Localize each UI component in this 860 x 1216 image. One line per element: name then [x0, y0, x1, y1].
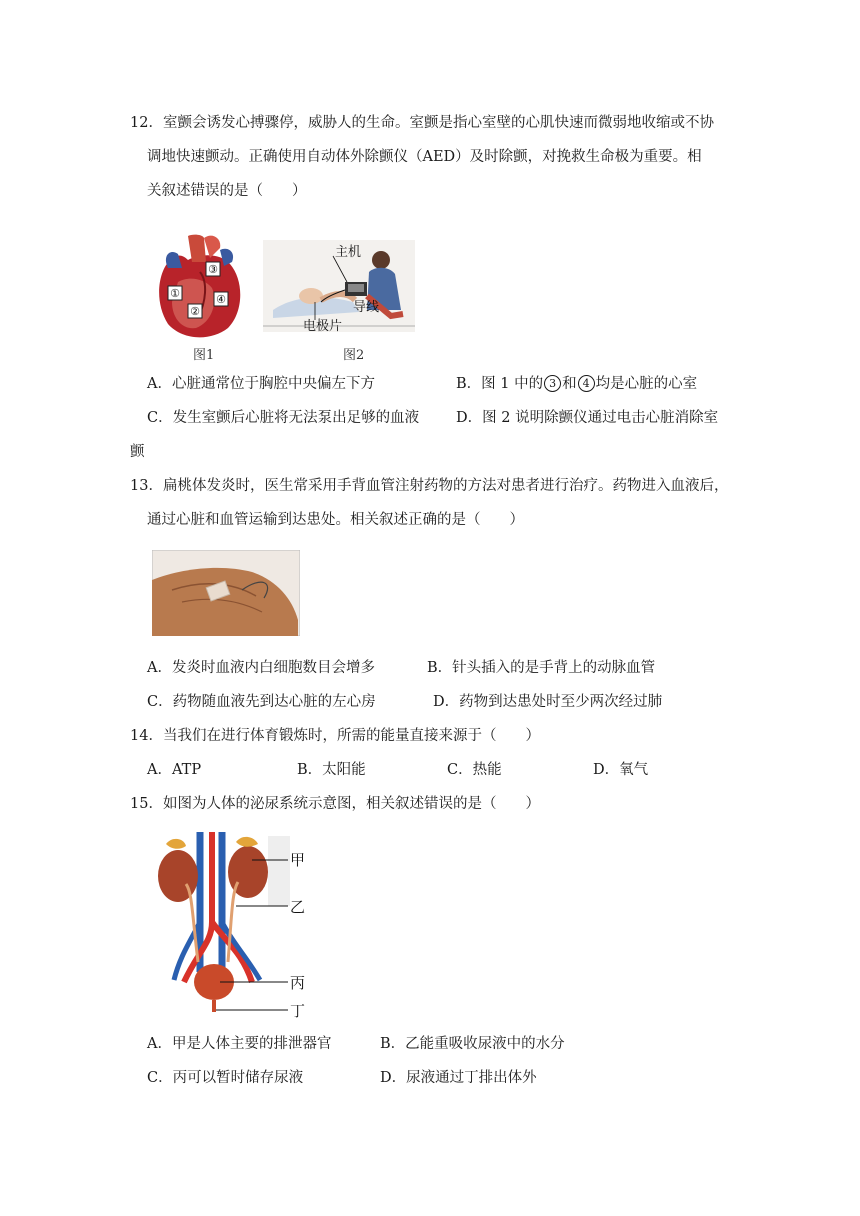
q13-option-c[interactable]: C．药物随血液先到达心脏的左心房 — [147, 694, 376, 710]
urinary-system-diagram — [150, 832, 320, 1018]
q14-option-b[interactable]: B．太阳能 — [297, 762, 366, 778]
aed-label-wire: 导线 — [353, 300, 380, 315]
q12-option-b[interactable] — [456, 374, 697, 394]
q14-stem: 14．当我们在进行体育锻炼时，所需的能量直接来源于（ ） — [130, 728, 540, 744]
urinary-label-ding: 丁 — [290, 1002, 306, 1018]
aed-diagram — [263, 240, 415, 332]
q13-option-b[interactable]: B．针头插入的是手背上的动脉血管 — [427, 660, 656, 676]
q15-option-a[interactable]: A．甲是人体主要的排泄器官 — [147, 1036, 332, 1052]
q14-option-a[interactable]: A．ATP — [147, 762, 202, 778]
heart-label-2: ② — [190, 305, 200, 318]
q14-option-d[interactable]: D．氧气 — [593, 762, 649, 778]
q13-option-a[interactable]: A．发炎时血液内白细胞数目会增多 — [147, 660, 375, 676]
q15-option-d[interactable]: D．尿液通过丁排出体外 — [380, 1070, 537, 1086]
q12-option-b-and: 和 — [562, 376, 577, 392]
q12-option-d[interactable]: D．图 2 说明除颤仪通过电击心脏消除室 — [456, 410, 719, 426]
q14-option-c[interactable]: C．热能 — [447, 762, 502, 778]
q15-option-c[interactable]: C．丙可以暂时储存尿液 — [147, 1070, 304, 1086]
q12-option-c[interactable]: C．发生室颤后心脏将无法泵出足够的血液 — [147, 410, 420, 426]
q12-option-b-prefix: B．图 1 中的 — [456, 376, 544, 392]
q12-option-b-suffix: 均是心脏的心室 — [595, 376, 698, 392]
q13-stem-line-1: 13．扁桃体发炎时，医生常采用手背血管注射药物的方法对患者进行治疗。药物进入血液后， — [130, 478, 729, 494]
aed-label-electrode: 电极片 — [303, 319, 343, 332]
heart-label-3: ③ — [208, 263, 218, 276]
q12-stem-line-2: 调地快速颤动。正确使用自动体外除颤仪（AED）及时除颤，对挽救生命极为重要。相 — [147, 149, 702, 165]
q13-option-d[interactable]: D．药物到达患处时至少两次经过肺 — [433, 694, 663, 710]
q13-stem-line-2: 通过心脏和血管运输到达患处。相关叙述正确的是（ ） — [147, 512, 524, 528]
q15-stem: 15．如图为人体的泌尿系统示意图，相关叙述错误的是（ ） — [130, 796, 540, 812]
aed-label-host: 主机 — [335, 245, 362, 260]
q15-option-b[interactable]: B．乙能重吸收尿液中的水分 — [380, 1036, 565, 1052]
circled-number-3: 3 — [544, 375, 561, 392]
figure-1-caption: 图1 — [193, 348, 215, 363]
urinary-label-bing: 丙 — [290, 974, 306, 992]
q12-stem-line-3: 关叙述错误的是（ ） — [147, 183, 307, 199]
q12-option-d-wrap: 颤 — [130, 444, 145, 460]
heart-label-4: ④ — [216, 293, 226, 306]
urinary-label-yi: 乙 — [290, 898, 306, 916]
urinary-label-jia: 甲 — [290, 851, 306, 869]
q12-option-a[interactable]: A．心脏通常位于胸腔中央偏左下方 — [147, 376, 375, 392]
figure-2-caption: 图2 — [343, 348, 365, 363]
q12-stem-line-1: 12．室颤会诱发心搏骤停，威胁人的生命。室颤是指心室壁的心肌快速而微弱地收缩或不协 — [130, 115, 714, 131]
hand-injection-photo — [152, 550, 300, 636]
circled-number-4: 4 — [578, 375, 595, 392]
heart-diagram — [148, 232, 248, 344]
heart-label-1: ① — [170, 287, 180, 300]
